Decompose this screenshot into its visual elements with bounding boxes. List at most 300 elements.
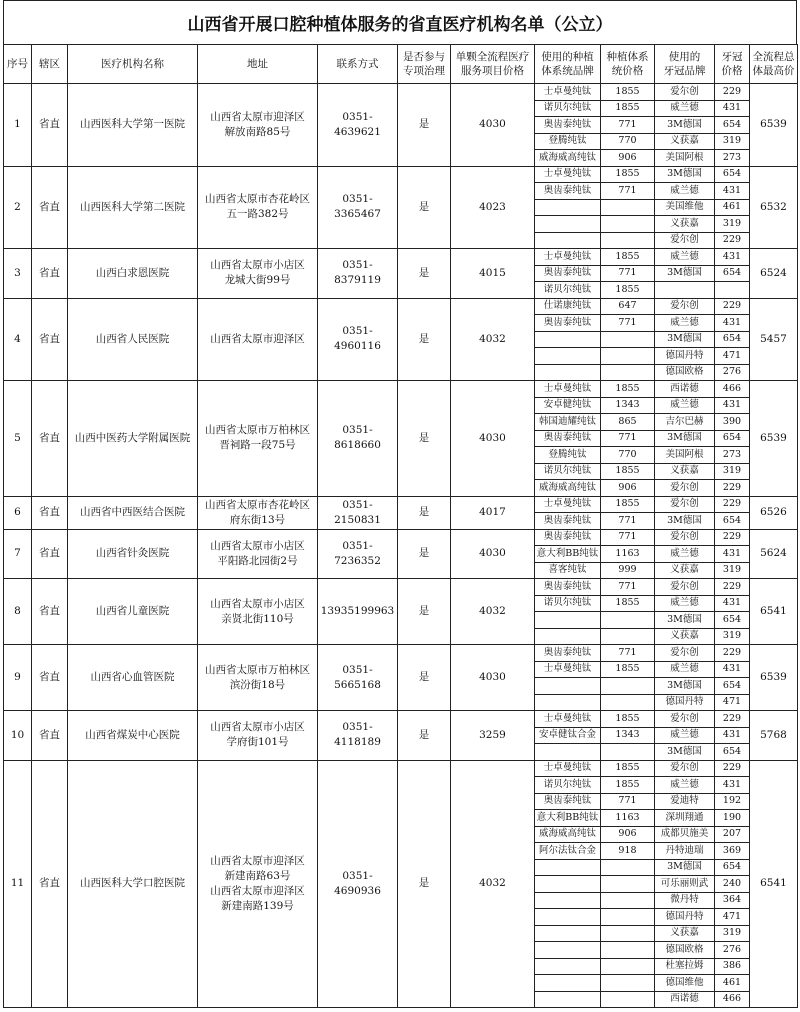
crown-brand-cell: 威兰德 <box>655 777 715 794</box>
crown-price-cell: 319 <box>715 133 750 150</box>
crown-price-cell: 319 <box>715 216 750 233</box>
address-cell <box>198 760 318 1008</box>
implant-brand-cell <box>535 909 601 926</box>
implant-brand-cell: 奥齿泰纯钛 <box>535 645 601 662</box>
implant-brand-cell <box>535 612 601 629</box>
participate-cell: 是 <box>398 529 451 579</box>
implant-price-cell <box>601 876 655 893</box>
hospital-table <box>3 44 798 1008</box>
implant-brand-cell: 诺贝尔纯钛 <box>535 463 601 480</box>
table-row <box>4 381 798 398</box>
contact-cell: 0351-2150831 <box>318 496 398 529</box>
crown-price-cell: 390 <box>715 414 750 431</box>
crown-brand-cell: 威兰德 <box>655 183 715 200</box>
address-cell <box>198 166 318 249</box>
implant-price-cell: 1855 <box>601 661 655 678</box>
header-seq: 序号 <box>4 45 32 84</box>
crown-brand-cell: 3M德国 <box>655 331 715 348</box>
crown-price-cell: 654 <box>715 265 750 282</box>
crown-price-cell: 431 <box>715 546 750 563</box>
district-cell: 省直 <box>32 579 68 645</box>
implant-brand-cell <box>535 199 601 216</box>
crown-price-cell: 654 <box>715 744 750 761</box>
crown-price-cell: 461 <box>715 199 750 216</box>
implant-brand-cell: 士卓曼纯钛 <box>535 249 601 266</box>
price-cell: 4032 <box>451 298 535 381</box>
implant-price-cell <box>601 975 655 992</box>
implant-brand-cell: 奥齿泰纯钛 <box>535 430 601 447</box>
address-line: 山西省太原市迎泽区 <box>210 332 305 345</box>
crown-brand-cell <box>655 282 715 299</box>
implant-price-cell: 1343 <box>601 727 655 744</box>
crown-price-cell: 654 <box>715 859 750 876</box>
crown-price-cell: 229 <box>715 645 750 662</box>
implant-price-cell: 1855 <box>601 282 655 299</box>
implant-price-cell: 906 <box>601 826 655 843</box>
crown-price-cell: 276 <box>715 364 750 381</box>
implant-brand-cell: 士卓曼纯钛 <box>535 711 601 728</box>
crown-price-cell: 431 <box>715 595 750 612</box>
address-line: 山西省太原市小店区 <box>210 721 305 734</box>
address-line: 府东街13号 <box>229 513 286 526</box>
crown-brand-cell: 3M德国 <box>655 513 715 530</box>
max-price-cell: 6541 <box>750 760 798 1008</box>
implant-brand-cell: 奥齿泰纯钛 <box>535 183 601 200</box>
table-row <box>4 711 798 728</box>
address-line: 山西省太原市迎泽区 <box>210 110 305 123</box>
implant-brand-cell: 奥齿泰纯钛 <box>535 579 601 596</box>
crown-price-cell: 319 <box>715 562 750 579</box>
hospital-name-cell: 山西医科大学第一医院 <box>68 84 198 167</box>
crown-price-cell: 319 <box>715 925 750 942</box>
implant-brand-cell <box>535 876 601 893</box>
address-line: 山西省太原市小店区 <box>210 259 305 272</box>
crown-price-cell: 466 <box>715 381 750 398</box>
crown-brand-cell: 成都贝施美 <box>655 826 715 843</box>
crown-price-cell: 461 <box>715 975 750 992</box>
implant-price-cell: 771 <box>601 265 655 282</box>
crown-brand-cell: 吉尔巴赫 <box>655 414 715 431</box>
implant-brand-cell: 威海威高纯钛 <box>535 826 601 843</box>
implant-brand-cell: 韩国迪耀纯钛 <box>535 414 601 431</box>
implant-price-cell: 906 <box>601 150 655 167</box>
max-price-cell: 6539 <box>750 645 798 711</box>
implant-price-cell: 771 <box>601 645 655 662</box>
address-cell <box>198 711 318 761</box>
crown-price-cell: 229 <box>715 711 750 728</box>
max-price-cell: 6526 <box>750 496 798 529</box>
implant-price-cell: 771 <box>601 117 655 134</box>
crown-price-cell: 471 <box>715 348 750 365</box>
implant-brand-cell: 士卓曼纯钛 <box>535 496 601 513</box>
crown-brand-cell: 爱尔创 <box>655 480 715 497</box>
contact-cell: 0351-7236352 <box>318 529 398 579</box>
seq-cell: 2 <box>4 166 32 249</box>
implant-brand-cell: 诺贝尔纯钛 <box>535 100 601 117</box>
implant-price-cell <box>601 348 655 365</box>
implant-brand-cell: 士卓曼纯钛 <box>535 661 601 678</box>
implant-brand-cell: 威海威高纯钛 <box>535 480 601 497</box>
address-line: 新建南路139号 <box>221 899 294 912</box>
page-title: 山西省开展口腔种植体服务的省直医疗机构名单（公立） <box>3 0 797 44</box>
crown-brand-cell: 义获嘉 <box>655 216 715 233</box>
implant-brand-cell <box>535 942 601 959</box>
crown-price-cell: 229 <box>715 529 750 546</box>
crown-brand-cell: 德国丹特 <box>655 694 715 711</box>
crown-brand-cell: 威兰德 <box>655 249 715 266</box>
implant-brand-cell: 意大利BB纯钛 <box>535 810 601 827</box>
price-cell: 4030 <box>451 84 535 167</box>
crown-price-cell: 369 <box>715 843 750 860</box>
max-price-cell: 6532 <box>750 166 798 249</box>
implant-price-cell <box>601 991 655 1008</box>
address-line: 解放南路85号 <box>224 125 291 138</box>
crown-brand-cell: 威兰德 <box>655 546 715 563</box>
implant-price-cell: 1855 <box>601 711 655 728</box>
implant-price-cell: 771 <box>601 579 655 596</box>
implant-brand-cell <box>535 364 601 381</box>
address-line: 亲贤北街110号 <box>221 612 294 625</box>
seq-cell: 9 <box>4 645 32 711</box>
crown-brand-cell: 威兰德 <box>655 315 715 332</box>
crown-brand-cell: 爱尔创 <box>655 529 715 546</box>
crown-price-cell: 240 <box>715 876 750 893</box>
implant-brand-cell: 奥齿泰纯钛 <box>535 315 601 332</box>
crown-brand-cell: 3M德国 <box>655 430 715 447</box>
seq-cell: 10 <box>4 711 32 761</box>
implant-brand-cell: 奥齿泰纯钛 <box>535 529 601 546</box>
implant-price-cell: 1855 <box>601 777 655 794</box>
header-participate: 是否参与 专项治理 <box>398 45 451 84</box>
contact-cell: 0351-4118189 <box>318 711 398 761</box>
crown-price-cell: 229 <box>715 298 750 315</box>
crown-price-cell: 229 <box>715 84 750 101</box>
implant-brand-cell: 登腾纯钛 <box>535 447 601 464</box>
crown-brand-cell: 爱尔创 <box>655 579 715 596</box>
crown-price-cell: 431 <box>715 777 750 794</box>
address-cell <box>198 579 318 645</box>
crown-price-cell: 229 <box>715 496 750 513</box>
contact-cell: 0351-8618660 <box>318 381 398 497</box>
implant-brand-cell <box>535 744 601 761</box>
max-price-cell: 6539 <box>750 381 798 497</box>
crown-brand-cell: 爱尔创 <box>655 496 715 513</box>
implant-price-cell: 1163 <box>601 810 655 827</box>
price-cell: 4032 <box>451 760 535 1008</box>
implant-brand-cell: 诺贝尔纯钛 <box>535 282 601 299</box>
implant-brand-cell <box>535 694 601 711</box>
crown-brand-cell: 爱迪特 <box>655 793 715 810</box>
participate-cell: 是 <box>398 645 451 711</box>
crown-brand-cell: 可乐丽则武 <box>655 876 715 893</box>
crown-price-cell: 654 <box>715 117 750 134</box>
header-contact: 联系方式 <box>318 45 398 84</box>
implant-price-cell <box>601 199 655 216</box>
district-cell: 省直 <box>32 711 68 761</box>
implant-brand-cell: 士卓曼纯钛 <box>535 760 601 777</box>
header-implant-brand: 使用的种植 体系统品牌 <box>535 45 601 84</box>
table-header <box>4 45 798 84</box>
implant-brand-cell: 阿尔法钛合金 <box>535 843 601 860</box>
district-cell: 省直 <box>32 381 68 497</box>
implant-price-cell <box>601 958 655 975</box>
seq-cell: 11 <box>4 760 32 1008</box>
crown-brand-cell: 3M德国 <box>655 117 715 134</box>
implant-brand-cell: 登腾纯钛 <box>535 133 601 150</box>
implant-brand-cell: 奥齿泰纯钛 <box>535 793 601 810</box>
implant-price-cell <box>601 694 655 711</box>
implant-price-cell: 1855 <box>601 496 655 513</box>
address-cell <box>198 496 318 529</box>
crown-brand-cell: 美国阿根 <box>655 447 715 464</box>
price-cell: 4030 <box>451 381 535 497</box>
crown-brand-cell: 德国丹特 <box>655 348 715 365</box>
crown-brand-cell: 爱尔创 <box>655 645 715 662</box>
seq-cell: 7 <box>4 529 32 579</box>
implant-price-cell: 1855 <box>601 166 655 183</box>
contact-cell: 13935199963 <box>318 579 398 645</box>
address-cell <box>198 298 318 381</box>
implant-brand-cell <box>535 859 601 876</box>
seq-cell: 8 <box>4 579 32 645</box>
price-cell: 4030 <box>451 529 535 579</box>
crown-price-cell: 229 <box>715 232 750 249</box>
price-cell: 4023 <box>451 166 535 249</box>
header-implant-price: 种植体系 统价格 <box>601 45 655 84</box>
table-row <box>4 529 798 546</box>
crown-price-cell: 654 <box>715 331 750 348</box>
implant-brand-cell: 意大利BB纯钛 <box>535 546 601 563</box>
implant-brand-cell <box>535 991 601 1008</box>
hospital-name-cell: 山西省中西医结合医院 <box>68 496 198 529</box>
implant-price-cell: 1855 <box>601 381 655 398</box>
address-line: 山西省太原市杏花岭区 <box>205 498 310 511</box>
table-row <box>4 298 798 315</box>
contact-cell: 0351-5665168 <box>318 645 398 711</box>
district-cell: 省直 <box>32 496 68 529</box>
implant-brand-cell: 奥齿泰纯钛 <box>535 265 601 282</box>
price-cell: 4017 <box>451 496 535 529</box>
table-body <box>4 84 798 1008</box>
implant-brand-cell: 安卓健纯钛 <box>535 397 601 414</box>
crown-brand-cell: 爱尔创 <box>655 298 715 315</box>
crown-price-cell: 207 <box>715 826 750 843</box>
implant-brand-cell <box>535 958 601 975</box>
participate-cell: 是 <box>398 166 451 249</box>
table-row <box>4 166 798 183</box>
crown-brand-cell: 深圳翔通 <box>655 810 715 827</box>
implant-brand-cell <box>535 348 601 365</box>
address-cell <box>198 529 318 579</box>
crown-brand-cell: 3M德国 <box>655 859 715 876</box>
crown-price-cell: 229 <box>715 480 750 497</box>
district-cell: 省直 <box>32 166 68 249</box>
hospital-name-cell: 山西医科大学第二医院 <box>68 166 198 249</box>
crown-price-cell: 431 <box>715 727 750 744</box>
address-line: 山西省太原市万柏林区 <box>205 424 310 437</box>
address-line: 山西省太原市杏花岭区 <box>205 193 310 206</box>
crown-price-cell: 654 <box>715 430 750 447</box>
crown-price-cell: 654 <box>715 166 750 183</box>
header-price: 单颗全流程医疗 服务项目价格 <box>451 45 535 84</box>
crown-price-cell: 654 <box>715 678 750 695</box>
crown-brand-cell: 爱尔创 <box>655 232 715 249</box>
implant-brand-cell <box>535 975 601 992</box>
crown-price-cell: 654 <box>715 513 750 530</box>
crown-brand-cell: 杜塞拉姆 <box>655 958 715 975</box>
implant-price-cell: 1855 <box>601 100 655 117</box>
hospital-name-cell: 山西省人民医院 <box>68 298 198 381</box>
header-max-price: 全流程总 体最高价 <box>750 45 798 84</box>
implant-brand-cell: 威海威高纯钛 <box>535 150 601 167</box>
crown-brand-cell: 威兰德 <box>655 661 715 678</box>
header-name: 医疗机构名称 <box>68 45 198 84</box>
address-line: 滨汾街18号 <box>229 678 286 691</box>
address-line: 晋祠路一段75号 <box>219 439 296 452</box>
crown-brand-cell: 义获嘉 <box>655 628 715 645</box>
max-price-cell: 5768 <box>750 711 798 761</box>
implant-price-cell: 1855 <box>601 760 655 777</box>
implant-price-cell <box>601 216 655 233</box>
crown-brand-cell: 美国维他 <box>655 199 715 216</box>
crown-price-cell: 431 <box>715 249 750 266</box>
crown-price-cell: 471 <box>715 694 750 711</box>
crown-brand-cell: 德国丹特 <box>655 909 715 926</box>
implant-brand-cell: 仕诺康纯钛 <box>535 298 601 315</box>
crown-brand-cell: 义获嘉 <box>655 925 715 942</box>
implant-price-cell: 771 <box>601 793 655 810</box>
crown-price-cell: 431 <box>715 183 750 200</box>
participate-cell: 是 <box>398 298 451 381</box>
price-cell: 4032 <box>451 579 535 645</box>
implant-price-cell <box>601 942 655 959</box>
implant-price-cell: 771 <box>601 430 655 447</box>
implant-price-cell: 770 <box>601 133 655 150</box>
implant-brand-cell <box>535 232 601 249</box>
crown-brand-cell: 西诺德 <box>655 381 715 398</box>
seq-cell: 6 <box>4 496 32 529</box>
hospital-name-cell: 山西白求恩医院 <box>68 249 198 299</box>
crown-price-cell: 229 <box>715 760 750 777</box>
crown-brand-cell: 德国欧格 <box>655 942 715 959</box>
address-line: 五一路382号 <box>226 208 289 221</box>
implant-price-cell: 1855 <box>601 463 655 480</box>
crown-brand-cell: 威兰德 <box>655 100 715 117</box>
crown-brand-cell: 德国维他 <box>655 975 715 992</box>
implant-price-cell <box>601 892 655 909</box>
crown-price-cell: 431 <box>715 100 750 117</box>
implant-price-cell <box>601 612 655 629</box>
address-line: 山西省太原市小店区 <box>210 539 305 552</box>
crown-brand-cell: 德国欧格 <box>655 364 715 381</box>
district-cell: 省直 <box>32 249 68 299</box>
price-cell: 3259 <box>451 711 535 761</box>
implant-price-cell: 906 <box>601 480 655 497</box>
implant-price-cell: 918 <box>601 843 655 860</box>
address-line: 新建南路63号 <box>224 869 291 882</box>
participate-cell: 是 <box>398 496 451 529</box>
address-line: 山西省太原市迎泽区 <box>210 884 305 897</box>
table-row <box>4 249 798 266</box>
table-row <box>4 579 798 596</box>
address-line: 山西省太原市迎泽区 <box>210 854 305 867</box>
implant-price-cell: 771 <box>601 529 655 546</box>
implant-price-cell <box>601 232 655 249</box>
crown-brand-cell: 西诺德 <box>655 991 715 1008</box>
implant-price-cell: 647 <box>601 298 655 315</box>
crown-brand-cell: 3M德国 <box>655 678 715 695</box>
participate-cell: 是 <box>398 760 451 1008</box>
hospital-name-cell: 山西省儿童医院 <box>68 579 198 645</box>
address-line: 龙城大街99号 <box>224 274 291 287</box>
address-line: 山西省太原市万柏林区 <box>205 663 310 676</box>
contact-cell: 0351-3365467 <box>318 166 398 249</box>
crown-price-cell: 273 <box>715 447 750 464</box>
district-cell: 省直 <box>32 645 68 711</box>
price-cell: 4030 <box>451 645 535 711</box>
implant-brand-cell <box>535 892 601 909</box>
implant-brand-cell <box>535 925 601 942</box>
header-crown-price: 牙冠 价格 <box>715 45 750 84</box>
hospital-name-cell: 山西中医药大学附属医院 <box>68 381 198 497</box>
crown-price-cell: 273 <box>715 150 750 167</box>
max-price-cell: 6539 <box>750 84 798 167</box>
implant-price-cell: 1343 <box>601 397 655 414</box>
address-line: 学府街101号 <box>226 736 289 749</box>
crown-brand-cell: 威兰德 <box>655 397 715 414</box>
implant-price-cell <box>601 364 655 381</box>
address-cell <box>198 84 318 167</box>
contact-cell: 0351-8379119 <box>318 249 398 299</box>
implant-brand-cell: 奥齿泰纯钛 <box>535 117 601 134</box>
crown-price-cell: 190 <box>715 810 750 827</box>
crown-brand-cell: 义获嘉 <box>655 562 715 579</box>
crown-price-cell <box>715 282 750 299</box>
participate-cell: 是 <box>398 711 451 761</box>
crown-brand-cell: 3M德国 <box>655 166 715 183</box>
implant-price-cell <box>601 909 655 926</box>
address-line: 山西省太原市小店区 <box>210 597 305 610</box>
implant-price-cell: 771 <box>601 513 655 530</box>
table-row <box>4 760 798 777</box>
participate-cell: 是 <box>398 381 451 497</box>
participate-cell: 是 <box>398 249 451 299</box>
implant-brand-cell <box>535 628 601 645</box>
implant-price-cell: 771 <box>601 315 655 332</box>
participate-cell: 是 <box>398 579 451 645</box>
crown-brand-cell: 义获嘉 <box>655 133 715 150</box>
seq-cell: 1 <box>4 84 32 167</box>
crown-price-cell: 431 <box>715 315 750 332</box>
crown-brand-cell: 义获嘉 <box>655 463 715 480</box>
implant-price-cell <box>601 628 655 645</box>
crown-price-cell: 654 <box>715 612 750 629</box>
district-cell: 省直 <box>32 529 68 579</box>
crown-price-cell: 364 <box>715 892 750 909</box>
implant-price-cell <box>601 859 655 876</box>
hospital-name-cell: 山西省煤炭中心医院 <box>68 711 198 761</box>
hospital-name-cell: 山西省针灸医院 <box>68 529 198 579</box>
implant-brand-cell: 诺贝尔纯钛 <box>535 777 601 794</box>
contact-cell: 0351-4690936 <box>318 760 398 1008</box>
implant-price-cell: 1855 <box>601 249 655 266</box>
district-cell: 省直 <box>32 760 68 1008</box>
crown-brand-cell: 3M德国 <box>655 744 715 761</box>
implant-price-cell: 1855 <box>601 84 655 101</box>
table-row <box>4 496 798 513</box>
crown-brand-cell: 美国阿根 <box>655 150 715 167</box>
implant-brand-cell: 士卓曼纯钛 <box>535 166 601 183</box>
